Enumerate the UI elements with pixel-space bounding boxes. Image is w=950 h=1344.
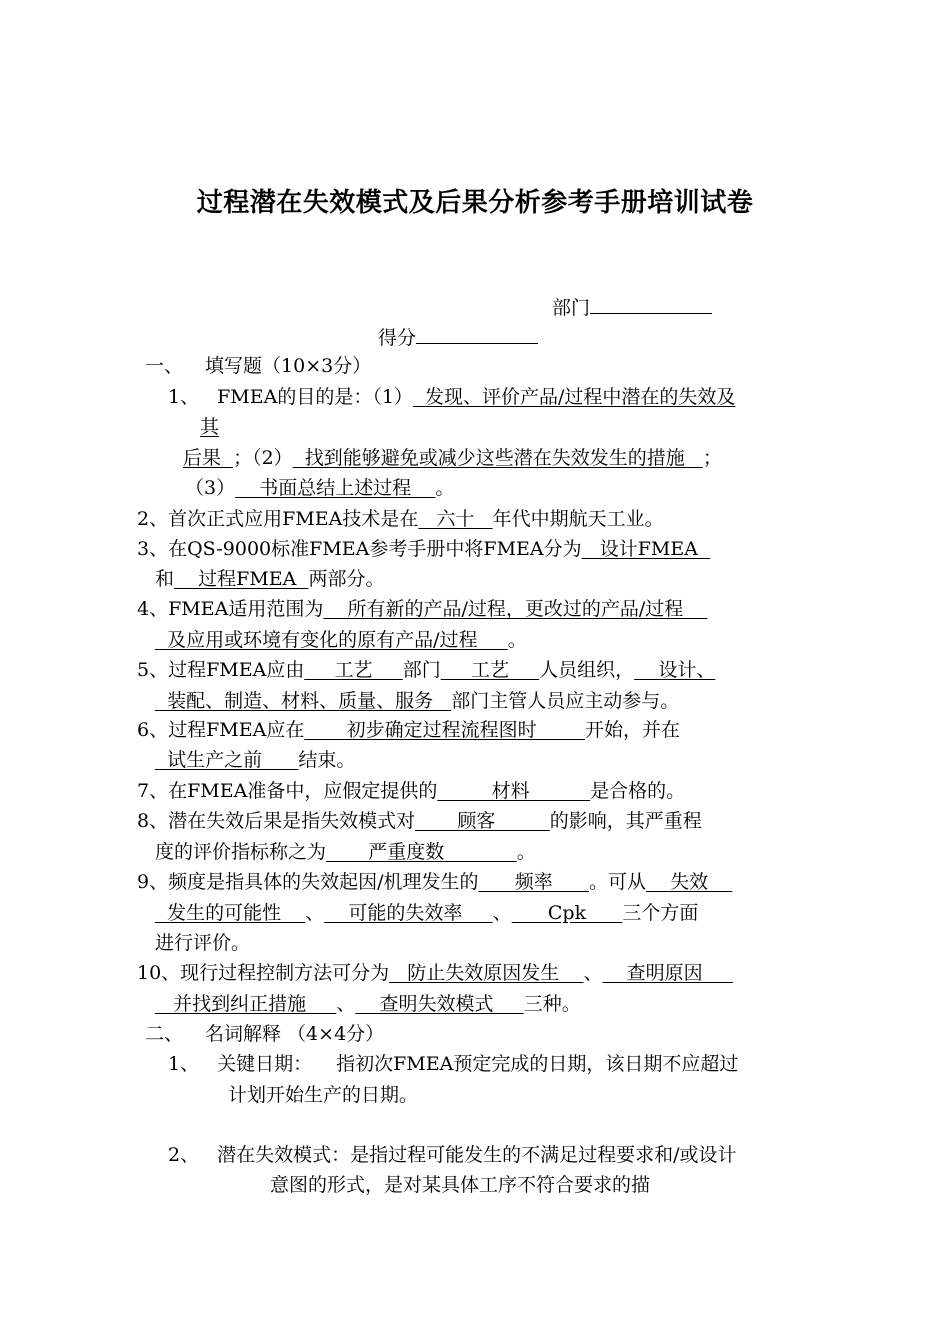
question-5-text: 5、过程FMEA应由	[137, 659, 305, 681]
question-8-answer-1: 顾客	[415, 810, 550, 832]
question-7	[137, 777, 685, 805]
question-8-post: 。	[516, 841, 536, 863]
definition-2-term: 潜在失效模式：	[217, 1144, 351, 1166]
question-9-answer-4: 可能的失效率	[324, 902, 493, 924]
question-1-end-3: 。	[435, 477, 455, 499]
question-2-answer: 六十	[418, 508, 493, 530]
score-blank[interactable]	[416, 323, 538, 344]
question-9-answer-3: 发生的可能性	[155, 902, 306, 924]
question-1-part-3: （3）	[185, 477, 236, 499]
question-1-answer-2: 找到能够避免或减少这些潜在失效发生的措施	[292, 447, 703, 469]
question-1-end-2: ；	[702, 447, 722, 469]
question-3-and: 和	[155, 568, 175, 590]
question-8-answer-2: 严重度数	[326, 841, 517, 863]
definition-1-term: 关键日期：	[217, 1053, 313, 1075]
question-3-text: 3、在QS-9000标准FMEA参考手册中将FMEA分为	[137, 538, 582, 560]
department-field	[552, 293, 712, 322]
definition-1-text-2: 计划开始生产的日期。	[228, 1084, 419, 1106]
question-6-post: 结束。	[298, 749, 356, 771]
definition-2-text-2: 意图的形式，是对某具体工序不符合要求的描	[270, 1174, 651, 1196]
question-9-sep-1: 、	[305, 902, 325, 924]
definition-2-line-2	[270, 1171, 650, 1199]
question-10-line-1	[137, 959, 733, 987]
question-9-text: 9、频度是指具体的失效起因/机理发生的	[137, 871, 479, 893]
question-1-answer-3: 书面总结上述过程	[235, 477, 436, 499]
question-9-text-3: 进行评价。	[155, 932, 251, 954]
definition-1-number: 1、	[168, 1053, 200, 1075]
question-1-line-2	[200, 413, 219, 441]
question-9-line-2	[155, 899, 698, 927]
question-10-answer-3: 并找到纠正措施	[155, 993, 337, 1015]
question-5-line-2	[155, 687, 679, 715]
question-6-answer-1: 初步确定过程流程图时	[304, 719, 585, 741]
definition-1-line-2	[228, 1081, 418, 1109]
question-6-line-2	[155, 746, 355, 774]
question-8-mid: 的影响，其严重程	[549, 810, 702, 832]
question-10-sep-2: 、	[336, 993, 356, 1015]
question-1-line-1	[168, 383, 735, 411]
question-8-line-1	[137, 807, 702, 835]
section-2-number: 二、	[145, 1023, 184, 1045]
question-2	[137, 505, 664, 533]
question-7-answer: 材料	[437, 780, 591, 802]
page-title: 过程潜在失效模式及后果分析参考手册培训试卷	[196, 188, 754, 218]
section-2-title: 名词解释 （4×4分）	[205, 1023, 385, 1045]
question-6-text: 6、过程FMEA应在	[137, 719, 305, 741]
question-9-sep-2: 、	[492, 902, 512, 924]
question-10-line-2	[155, 990, 581, 1018]
question-4-line-2	[155, 626, 527, 654]
question-8-text: 8、潜在失效后果是指失效模式对	[137, 810, 416, 832]
definition-2-number: 2、	[168, 1144, 200, 1166]
question-3-answer-2: 过程FMEA	[174, 568, 309, 590]
question-4-text: 4、FMEA适用范围为	[137, 598, 324, 620]
definition-1-line-1	[168, 1050, 738, 1078]
question-3-line-2	[155, 565, 385, 593]
question-1-line-3	[183, 444, 722, 472]
section-1-number: 一、	[145, 355, 184, 377]
question-1-number: 1、	[168, 386, 200, 408]
question-8-text-2: 度的评价指标称之为	[155, 841, 327, 863]
question-4-line-1	[137, 595, 707, 623]
question-8-line-2	[155, 838, 536, 866]
question-5-mid-1: 部门	[402, 659, 441, 681]
question-5-line-1	[137, 656, 715, 684]
question-1-text: FMEA的目的是：（1）	[217, 386, 413, 408]
score-field	[378, 323, 538, 352]
question-1-mid: ；（2）	[233, 447, 293, 469]
department-label: 部门	[552, 297, 591, 319]
question-9-answer-2: 失效	[646, 871, 733, 893]
question-5-answer-3: 设计、	[634, 659, 716, 681]
question-10-text: 10、现行过程控制方法可分为	[137, 962, 390, 984]
question-3-line-1	[137, 535, 710, 563]
question-10-sep-1: 、	[583, 962, 603, 984]
question-9-line-1	[137, 868, 732, 896]
question-4-answer-1: 所有新的产品/过程，更改过的产品/过程	[323, 598, 708, 620]
question-9-mid: 。可从	[588, 871, 646, 893]
question-9-answer-5: Cpk	[511, 902, 623, 924]
question-7-text: 7、在FMEA准备中，应假定提供的	[137, 780, 438, 802]
question-10-answer-1: 防止失效原因发生	[389, 962, 584, 984]
question-1-answer-1: 发现、评价产品/过程中潜在的失效及	[412, 386, 736, 408]
section-1-title: 填写题（10×3分）	[205, 355, 372, 377]
question-5-answer-1: 工艺	[304, 659, 403, 681]
definition-1-text: 指初次FMEA预定完成的日期，该日期不应超过	[336, 1053, 739, 1075]
question-10-post: 三种。	[523, 993, 581, 1015]
question-10-answer-2: 查明原因	[602, 962, 733, 984]
question-5-mid-2: 人员组织，	[539, 659, 635, 681]
department-blank[interactable]	[590, 293, 712, 314]
question-3-post: 两部分。	[308, 568, 385, 590]
section-2-heading	[145, 1020, 384, 1048]
question-5-answer-2: 工艺	[440, 659, 540, 681]
question-6-answer-2: 试生产之前	[155, 749, 299, 771]
section-1-heading	[145, 352, 371, 380]
definition-2-line-1	[168, 1141, 737, 1169]
question-10-answer-4: 查明失效模式	[355, 993, 524, 1015]
question-6-mid: 开始，并在	[584, 719, 680, 741]
question-4-post: 。	[507, 629, 527, 651]
score-label: 得分	[378, 327, 417, 349]
question-9-post: 三个方面	[622, 902, 699, 924]
question-1-answer-1-end: 后果	[183, 447, 234, 469]
question-1-line-4	[185, 474, 454, 502]
question-4-answer-2: 及应用或环境有变化的原有产品/过程	[155, 629, 508, 651]
question-3-answer-1: 设计FMEA	[581, 538, 711, 560]
question-6-line-1	[137, 716, 680, 744]
question-9-line-3	[155, 929, 250, 957]
question-2-text: 2、首次正式应用FMEA技术是在	[137, 508, 419, 530]
question-5-answer-4: 装配、制造、材料、质量、服务	[155, 690, 452, 712]
question-7-post: 是合格的。	[590, 780, 686, 802]
question-9-answer-1: 频率	[478, 871, 589, 893]
question-2-post: 年代中期航天工业。	[492, 508, 664, 530]
question-5-post: 部门主管人员应主动参与。	[451, 690, 680, 712]
question-1-answer-1-cont: 其	[200, 416, 220, 438]
definition-2-text: 是指过程可能发生的不满足过程要求和/或设计	[350, 1144, 737, 1166]
